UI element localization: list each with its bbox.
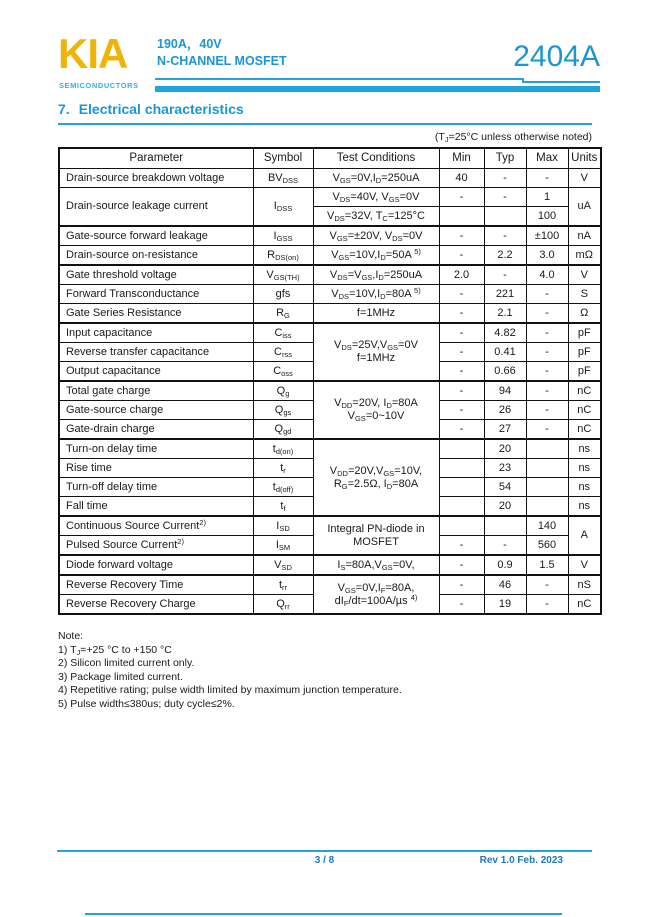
table-cell: 54 [484, 478, 526, 497]
table-cell: $C_{oss}$ [253, 362, 313, 382]
note-label: Note: [58, 630, 84, 642]
table-cell: nC [568, 420, 601, 440]
table-row [59, 575, 601, 595]
table-cell: - [439, 343, 484, 362]
column-header: Parameter [59, 148, 253, 169]
table-cell: $I_{SD}$ [253, 516, 313, 536]
table-header-row [59, 148, 601, 169]
table-cell: $t_f$ [253, 497, 313, 517]
table-cell: - [484, 169, 526, 188]
table-cell: $Q_{gs}$ [253, 401, 313, 420]
page-number: 3 / 8 [314, 855, 335, 866]
table-cell: Gate-source forward leakage [59, 226, 253, 246]
table-cell: uA [568, 188, 601, 227]
table-cell: - [526, 343, 568, 362]
table-cell: nC [568, 401, 601, 420]
table-cell: $t_{d(off)}$ [253, 478, 313, 497]
table-cell: $BV_{DSS}$ [253, 169, 313, 188]
table-cell: - [439, 595, 484, 615]
table-row [59, 246, 601, 266]
table-cell: Turn-off delay time [59, 478, 253, 497]
table-cell: 20 [484, 497, 526, 517]
table-cell: 2.0 [439, 265, 484, 285]
table-cell: Ω [568, 304, 601, 324]
table-cell: 4.82 [484, 323, 526, 343]
table-cell: $t_{rr}$ [253, 575, 313, 595]
table-cell: - [439, 381, 484, 401]
table-cell: - [526, 169, 568, 188]
table-cell: - [484, 536, 526, 556]
table-cell: $Q_g$ [253, 381, 313, 401]
table-cell: Output capacitance [59, 362, 253, 382]
table-cell: $V_{GS}=0V,I_F=80A$, $dI_F/dt=100A/\mu s$ $^{4)}$ [313, 575, 439, 614]
table-cell: $V_{SD}$ [253, 555, 313, 575]
table-cell [526, 439, 568, 459]
table-cell: - [439, 420, 484, 440]
table-cell [526, 459, 568, 478]
table-cell: Forward Transconductance [59, 285, 253, 304]
table-cell: - [439, 285, 484, 304]
note-item: 3) Package limited current. [58, 670, 183, 683]
table-cell: - [526, 595, 568, 615]
section-rule [58, 123, 592, 125]
table-cell: 140 [526, 516, 568, 536]
table-cell: - [526, 401, 568, 420]
table-cell: $V_{DS}=40V$, $V_{GS}=0V$ [313, 188, 439, 207]
table-row [59, 285, 601, 304]
table-cell: 2.2 [484, 246, 526, 266]
table-cell: - [439, 188, 484, 207]
table-cell: $t_{d(on)}$ [253, 439, 313, 459]
table-cell: 26 [484, 401, 526, 420]
table-cell [439, 207, 484, 227]
table-cell: - [526, 420, 568, 440]
table-cell: 0.41 [484, 343, 526, 362]
table-cell [526, 478, 568, 497]
table-cell: $I_{DSS}$ [253, 188, 313, 227]
note-item: 4) Repetitive rating; pulse width limited by maximum junction temperature. [58, 684, 402, 696]
table-cell: 100 [526, 207, 568, 227]
table-cell: - [439, 246, 484, 266]
table-cell: Integral PN-diode in MOSFET [313, 516, 439, 555]
table-cell: Gate threshold voltage [59, 265, 253, 285]
table-cell: 560 [526, 536, 568, 556]
table-cell: nA [568, 226, 601, 246]
table-cell: $V_{GS}=\pm 20V$, $V_{DS}=0V$ [313, 226, 439, 246]
table-cell: ns [568, 497, 601, 517]
section-heading [58, 101, 244, 117]
table-cell: - [439, 575, 484, 595]
table-cell: ±100 [526, 226, 568, 246]
table-cell: 20 [484, 439, 526, 459]
table-cell: $I_S=80A,V_{GS}=0V$, [313, 555, 439, 575]
table-cell [526, 497, 568, 517]
table-cell: ns [568, 478, 601, 497]
table-cell: V [568, 555, 601, 575]
table-row [59, 439, 601, 459]
brand-logo: KIA [58, 30, 128, 77]
table-cell: $Q_{gd}$ [253, 420, 313, 440]
table-cell: 23 [484, 459, 526, 478]
table-cell: - [439, 401, 484, 420]
table-cell: - [526, 381, 568, 401]
column-header: Typ [484, 148, 526, 169]
table-cell: - [484, 265, 526, 285]
table-cell: $V_{GS}=0V,I_D=250uA$ [313, 169, 439, 188]
table-cell: $R_{DS(on)}$ [253, 246, 313, 266]
table-row [59, 304, 601, 324]
column-header: Units [568, 148, 601, 169]
table-cell: 1 [526, 188, 568, 207]
table-cell: $V_{GS(TH)}$ [253, 265, 313, 285]
table-cell: Total gate charge [59, 381, 253, 401]
table-cell: 3.0 [526, 246, 568, 266]
table-cell: - [526, 575, 568, 595]
table-row [59, 323, 601, 343]
electrical-characteristics-table [58, 147, 602, 615]
table-cell: Rise time [59, 459, 253, 478]
rating-line: 190A，40V [157, 37, 222, 51]
table-cell: S [568, 285, 601, 304]
table-cell: Drain-source leakage current [59, 188, 253, 227]
section-number: 7. [58, 101, 70, 117]
table-cell [484, 516, 526, 536]
table-cell: $V_{DS}=32V$, $T_C=125^\circ C$ [313, 207, 439, 227]
table-cell: $I_{SM}$ [253, 536, 313, 556]
table-cell [439, 439, 484, 459]
column-header: Test Conditions [313, 148, 439, 169]
table-cell: $V_{DS}=10V,I_D=80A$ $^{5)}$ [313, 285, 439, 304]
table-cell: 1.5 [526, 555, 568, 575]
notes [58, 630, 402, 711]
table-cell: 40 [439, 169, 484, 188]
table-row [59, 188, 601, 207]
table-cell: Input capacitance [59, 323, 253, 343]
table-cell: nC [568, 595, 601, 615]
table-cell: Reverse transfer capacitance [59, 343, 253, 362]
table-cell: pF [568, 362, 601, 382]
header-rule-thin [155, 78, 523, 80]
table-cell: $Q_{rr}$ [253, 595, 313, 615]
table-cell: 19 [484, 595, 526, 615]
note-item: 1) $T_J=+25$ °C to +150 °C [58, 643, 172, 657]
table-cell: - [439, 304, 484, 324]
table-cell: - [526, 362, 568, 382]
table-cell: $R_G$ [253, 304, 313, 324]
table-row [59, 265, 601, 285]
table-cell: 2.1 [484, 304, 526, 324]
note-item: 2) Silicon limited current only. [58, 657, 195, 669]
table-cell: 0.66 [484, 362, 526, 382]
table-cell: - [526, 323, 568, 343]
table-row [59, 516, 601, 536]
table-cell: $C_{rss}$ [253, 343, 313, 362]
table-cell: Fall time [59, 497, 253, 517]
header-rule-thick [155, 86, 600, 92]
table-cell [439, 478, 484, 497]
table-cell: mΩ [568, 246, 601, 266]
table-cell: - [484, 188, 526, 207]
table-cell: V [568, 169, 601, 188]
table-cell: $I_{GSS}$ [253, 226, 313, 246]
section-title: Electrical characteristics [78, 101, 244, 117]
table-cell: - [439, 323, 484, 343]
table-cell: 221 [484, 285, 526, 304]
product-type-line: N-CHANNEL MOSFET [157, 54, 287, 68]
revision: Rev 1.0 Feb. 2023 [479, 855, 563, 866]
table-cell: $V_{DD}=20V$, $I_D=80A$ $V_{GS}=0\sim 10V$ [313, 381, 439, 439]
table-cell: - [526, 285, 568, 304]
table-cell: gfs [253, 285, 313, 304]
table-cell: - [484, 226, 526, 246]
table-cell: Turn-on delay time [59, 439, 253, 459]
table-cell: A [568, 516, 601, 555]
table-cell: Gate-source charge [59, 401, 253, 420]
table-cell [439, 459, 484, 478]
table-row [59, 555, 601, 575]
table-cell: Gate Series Resistance [59, 304, 253, 324]
table-cell: 46 [484, 575, 526, 595]
column-header: Min [439, 148, 484, 169]
table-cell: 27 [484, 420, 526, 440]
table-cell: f=1MHz [313, 304, 439, 324]
table-cell [439, 516, 484, 536]
table-cell: $t_r$ [253, 459, 313, 478]
table-row [59, 226, 601, 246]
brand-tagline: SEMICONDUCTORS [59, 81, 139, 90]
table-cell: Reverse Recovery Time [59, 575, 253, 595]
table-cell: Drain-source on-resistance [59, 246, 253, 266]
table-cell: Drain-source breakdown voltage [59, 169, 253, 188]
table-cell: pF [568, 343, 601, 362]
table-row [59, 381, 601, 401]
table-cell: - [526, 304, 568, 324]
table-condition-note: ($T_J=25^\circ C$ unless otherwise noted) [434, 131, 592, 144]
table-cell: ns [568, 439, 601, 459]
table-cell: V [568, 265, 601, 285]
table-cell: nS [568, 575, 601, 595]
table-cell: $V_{DS}=V_{GS},I_D=250uA$ [313, 265, 439, 285]
table-cell: - [439, 555, 484, 575]
column-header: Max [526, 148, 568, 169]
note-item: 5) Pulse width≤380us; duty cycle≤2%. [58, 697, 235, 710]
table-cell: Reverse Recovery Charge [59, 595, 253, 615]
part-number: 2404A [513, 40, 600, 73]
column-header: Symbol [253, 148, 313, 169]
header-subtitle [157, 36, 287, 70]
table-cell: nC [568, 381, 601, 401]
header-rule-thin-right [522, 81, 600, 83]
table-cell: $V_{DS}=25V,V_{GS}=0V$ f=1MHz [313, 323, 439, 381]
table-cell: Gate-drain charge [59, 420, 253, 440]
next-page-rule [85, 913, 562, 915]
table-cell: Continuous Source Current$^{2)}$ [59, 516, 253, 536]
table-cell: pF [568, 323, 601, 343]
table-cell: $V_{GS}=10V,I_D=50A$ $^{5)}$ [313, 246, 439, 266]
table-cell: 94 [484, 381, 526, 401]
table-cell [484, 207, 526, 227]
table-cell: - [439, 226, 484, 246]
table-cell: - [439, 536, 484, 556]
table-cell: Diode forward voltage [59, 555, 253, 575]
table-cell: Pulsed Source Current$^{2)}$ [59, 536, 253, 556]
table-cell: $V_{DD}=20V,V_{GS}=10V$, $R_G=2.5\Omega$, $I_D=80A$ [313, 439, 439, 516]
table-cell: 0.9 [484, 555, 526, 575]
table-cell: 4.0 [526, 265, 568, 285]
footer-rule [57, 850, 592, 852]
table-cell: $C_{iss}$ [253, 323, 313, 343]
table-cell: - [439, 362, 484, 382]
table-cell [439, 497, 484, 517]
table-row [59, 169, 601, 188]
table-cell: ns [568, 459, 601, 478]
